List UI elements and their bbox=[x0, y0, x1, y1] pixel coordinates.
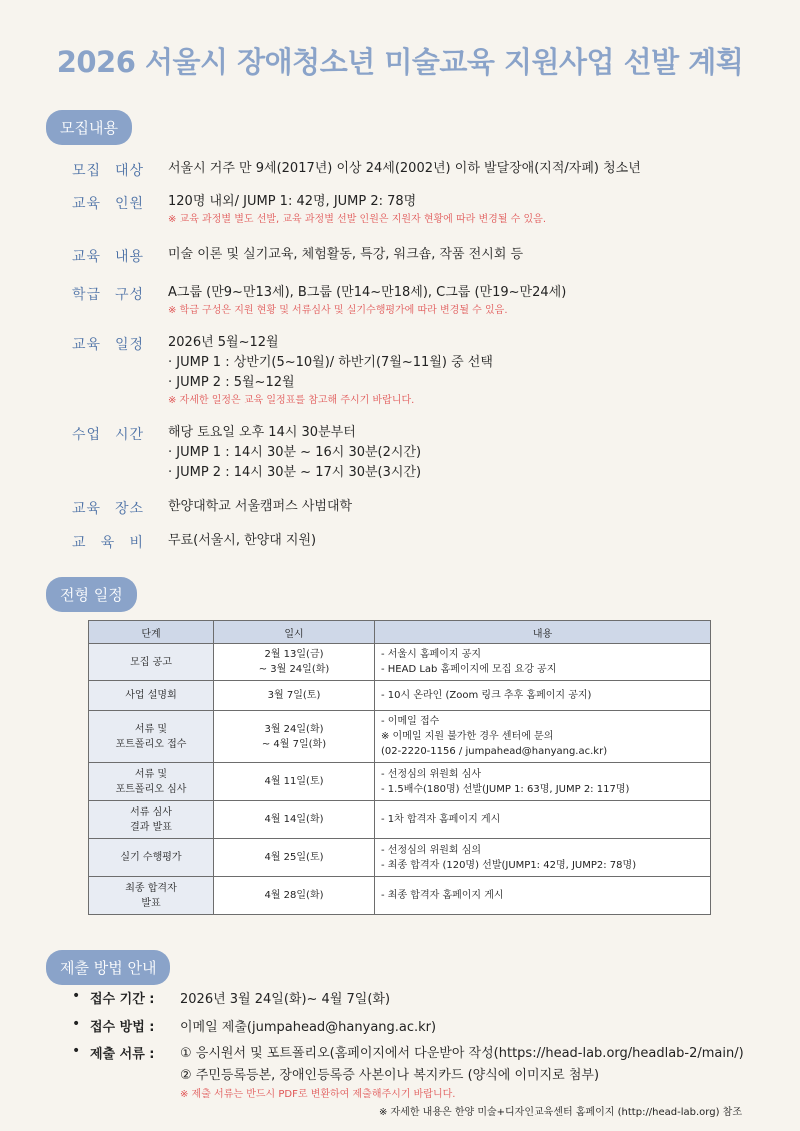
submit-doc-2: ② 주민등록등본, 장애인등록증 사본이나 복지카드 (양식에 이미지로 첨부) bbox=[180, 1068, 600, 1083]
stage-cell-line: 서류 및 bbox=[134, 723, 168, 735]
stage-cell-line: 사업 설명회 bbox=[125, 690, 177, 701]
content-cell-line: - 서울시 홈페이지 공지 bbox=[381, 649, 482, 660]
date-cell-line: 2월 13일(금) bbox=[264, 649, 324, 660]
date-cell-line: 4월 28일(화) bbox=[264, 890, 324, 901]
stage-cell-line: 최종 합격자 bbox=[125, 882, 177, 894]
submit-method-label: 접수 방법 : bbox=[90, 1020, 155, 1035]
recruit-value bbox=[168, 283, 566, 318]
recruit-line: 한양대학교 서울캠퍼스 사범대학 bbox=[168, 499, 353, 514]
table-row bbox=[89, 877, 711, 915]
submit-docs-row bbox=[72, 1043, 744, 1102]
submit-note: ※ 제출 서류는 반드시 PDF로 변환하여 제출해주시기 바랍니다. bbox=[180, 1089, 456, 1100]
recruit-label: 교육 내용 bbox=[72, 249, 144, 265]
date-cell bbox=[214, 711, 375, 763]
stage-cell bbox=[89, 839, 214, 877]
stage-cell bbox=[89, 801, 214, 839]
submit-period-value: 2026년 3월 24일(화)~ 4월 7일(화) bbox=[180, 992, 391, 1007]
date-cell bbox=[214, 801, 375, 839]
recruit-value bbox=[168, 497, 352, 517]
content-cell-line: ※ 이메일 지원 불가한 경우 센터에 문의 bbox=[381, 731, 554, 742]
recruit-note: ※ 자세한 일정은 교육 일정표를 참고해 주시기 바랍니다. bbox=[168, 395, 415, 406]
date-cell bbox=[214, 763, 375, 801]
date-cell-line: 4월 11일(토) bbox=[264, 776, 324, 787]
recruit-line: · JUMP 1 : 14시 30분 ~ 16시 30분(2시간) bbox=[168, 445, 422, 460]
header-stage: 단계 bbox=[89, 621, 214, 644]
recruit-label: 학급 구성 bbox=[72, 287, 144, 303]
recruit-value bbox=[168, 531, 316, 551]
stage-cell bbox=[89, 877, 214, 915]
stage-cell-line: 결과 발표 bbox=[130, 821, 172, 833]
content-cell bbox=[375, 711, 711, 763]
stage-cell-line: 서류 및 bbox=[134, 768, 168, 780]
table-row bbox=[89, 763, 711, 801]
stage-cell bbox=[89, 681, 214, 711]
date-cell-line: 4월 14일(화) bbox=[264, 814, 324, 825]
section-recruit-badge: 모집내용 bbox=[46, 110, 132, 145]
recruit-line: · JUMP 2 : 5월~12월 bbox=[168, 375, 295, 390]
table-row bbox=[89, 681, 711, 711]
submit-doc-1: ① 응시원서 및 포트폴리오(홈페이지에서 다운받아 작성(https://head-lab.org/headlab-2/main/) bbox=[180, 1046, 744, 1061]
recruit-label: 교 육 비 bbox=[72, 535, 144, 551]
page-title: 2026 서울시 장애청소년 미술교육 지원사업 선발 계획 bbox=[56, 45, 744, 79]
content-cell-line: - HEAD Lab 홈페이지에 모집 요강 공지 bbox=[381, 664, 557, 675]
stage-cell-line: 모집 공고 bbox=[130, 656, 172, 668]
content-cell-line: - 선정심의 위원회 심사 bbox=[381, 768, 482, 780]
date-cell bbox=[214, 681, 375, 711]
table-row bbox=[89, 839, 711, 877]
recruit-value bbox=[168, 159, 641, 179]
date-cell-line: 3월 7일(토) bbox=[267, 690, 321, 701]
content-cell-line: - 1차 합격자 홈페이지 게시 bbox=[381, 814, 501, 825]
stage-cell-line: 실기 수행평가 bbox=[120, 852, 182, 863]
bullet-icon: • bbox=[72, 988, 81, 1004]
content-cell bbox=[375, 681, 711, 711]
content-cell-line: - 최종 합격자 (120명) 선발(JUMP1: 42명, JUMP2: 78명) bbox=[381, 859, 637, 871]
stage-cell-line: 포트폴리오 접수 bbox=[115, 738, 187, 750]
submit-docs-label: 제출 서류 : bbox=[90, 1047, 155, 1062]
table-header-row bbox=[89, 621, 711, 644]
recruit-label: 교육 일정 bbox=[72, 337, 144, 353]
content-cell bbox=[375, 877, 711, 915]
recruit-value bbox=[168, 192, 546, 227]
recruit-note: ※ 학급 구성은 지원 현황 및 서류심사 및 실기수행평가에 따라 변경될 수 있음. bbox=[168, 305, 508, 316]
header-date: 일시 bbox=[214, 621, 375, 644]
recruit-label: 모집 대상 bbox=[72, 163, 144, 179]
date-cell bbox=[214, 644, 375, 681]
stage-cell bbox=[89, 711, 214, 763]
recruit-label: 수업 시간 bbox=[72, 427, 144, 443]
content-cell-line: - 최종 합격자 홈페이지 게시 bbox=[381, 890, 504, 901]
content-cell-line: - 선정심의 위원회 심의 bbox=[381, 844, 482, 856]
content-cell-line: (02-2220-1156 / jumpahead@hanyang.ac.kr) bbox=[381, 746, 608, 757]
stage-cell-line: 발표 bbox=[141, 897, 161, 909]
content-cell-line: - 10시 온라인 (Zoom 링크 추후 홈페이지 공지) bbox=[381, 690, 592, 701]
bullet-icon: • bbox=[72, 1043, 81, 1059]
recruit-line: 서울시 거주 만 9세(2017년) 이상 24세(2002년) 이하 발달장애(지적/자폐) 청소년 bbox=[168, 161, 641, 176]
recruit-line: 미술 이론 및 실기교육, 체험활동, 특강, 워크숍, 작품 전시회 등 bbox=[168, 247, 524, 262]
content-cell bbox=[375, 763, 711, 801]
section-schedule-badge: 전형 일정 bbox=[46, 577, 137, 612]
bullet-icon: • bbox=[72, 1016, 81, 1032]
content-cell-line: - 1.5배수(180명) 선발(JUMP 1: 63명, JUMP 2: 117명) bbox=[381, 783, 630, 795]
section-submit-badge: 제출 방법 안내 bbox=[46, 950, 170, 985]
recruit-label: 교육 인원 bbox=[72, 196, 144, 212]
submit-period-row bbox=[72, 988, 390, 1007]
table-row bbox=[89, 711, 711, 763]
submit-period-label: 접수 기간 : bbox=[90, 992, 155, 1007]
recruit-line: 2026년 5월~12월 bbox=[168, 335, 279, 350]
content-cell bbox=[375, 839, 711, 877]
stage-cell-line: 포트폴리오 심사 bbox=[115, 783, 187, 795]
submit-method-value: 이메일 제출(jumpahead@hanyang.ac.kr) bbox=[180, 1020, 437, 1035]
date-cell bbox=[214, 877, 375, 915]
table-row bbox=[89, 801, 711, 839]
date-cell bbox=[214, 839, 375, 877]
schedule-table bbox=[88, 620, 711, 915]
submit-method-row bbox=[72, 1016, 436, 1035]
recruit-value bbox=[168, 333, 493, 408]
recruit-value bbox=[168, 245, 523, 265]
recruit-note: ※ 교육 과정별 별도 선발, 교육 과정별 선발 인원은 지원자 현황에 따라 변경될 수 있음. bbox=[168, 214, 547, 225]
recruit-line: 해당 토요일 오후 14시 30분부터 bbox=[168, 425, 356, 440]
date-cell-line: 3월 24일(화) bbox=[264, 723, 324, 735]
stage-cell bbox=[89, 644, 214, 681]
stage-cell bbox=[89, 763, 214, 801]
recruit-value bbox=[168, 423, 421, 483]
recruit-line: 120명 내외/ JUMP 1: 42명, JUMP 2: 78명 bbox=[168, 194, 417, 209]
content-cell bbox=[375, 644, 711, 681]
table-row bbox=[89, 644, 711, 681]
date-cell-line: ~ 4월 7일(화) bbox=[261, 738, 327, 750]
recruit-line: A그룹 (만9~만13세), B그룹 (만14~만18세), C그룹 (만19~만24세) bbox=[168, 285, 567, 300]
recruit-line: · JUMP 1 : 상반기(5~10월)/ 하반기(7월~11월) 중 선택 bbox=[168, 355, 493, 370]
footer-note: ※ 자세한 내용은 한양 미술+디자인교육센터 홈페이지 (http://head-lab.org) 참조 bbox=[378, 1107, 742, 1118]
recruit-line: · JUMP 2 : 14시 30분 ~ 17시 30분(3시간) bbox=[168, 465, 422, 480]
content-cell bbox=[375, 801, 711, 839]
recruit-label: 교육 장소 bbox=[72, 501, 144, 517]
header-content: 내용 bbox=[375, 621, 711, 644]
content-cell-line: - 이메일 접수 bbox=[381, 716, 440, 727]
date-cell-line: ~ 3월 24일(화) bbox=[258, 664, 330, 675]
recruit-line: 무료(서울시, 한양대 지원) bbox=[168, 533, 317, 548]
date-cell-line: 4월 25일(토) bbox=[264, 852, 324, 863]
stage-cell-line: 서류 심사 bbox=[130, 806, 172, 818]
